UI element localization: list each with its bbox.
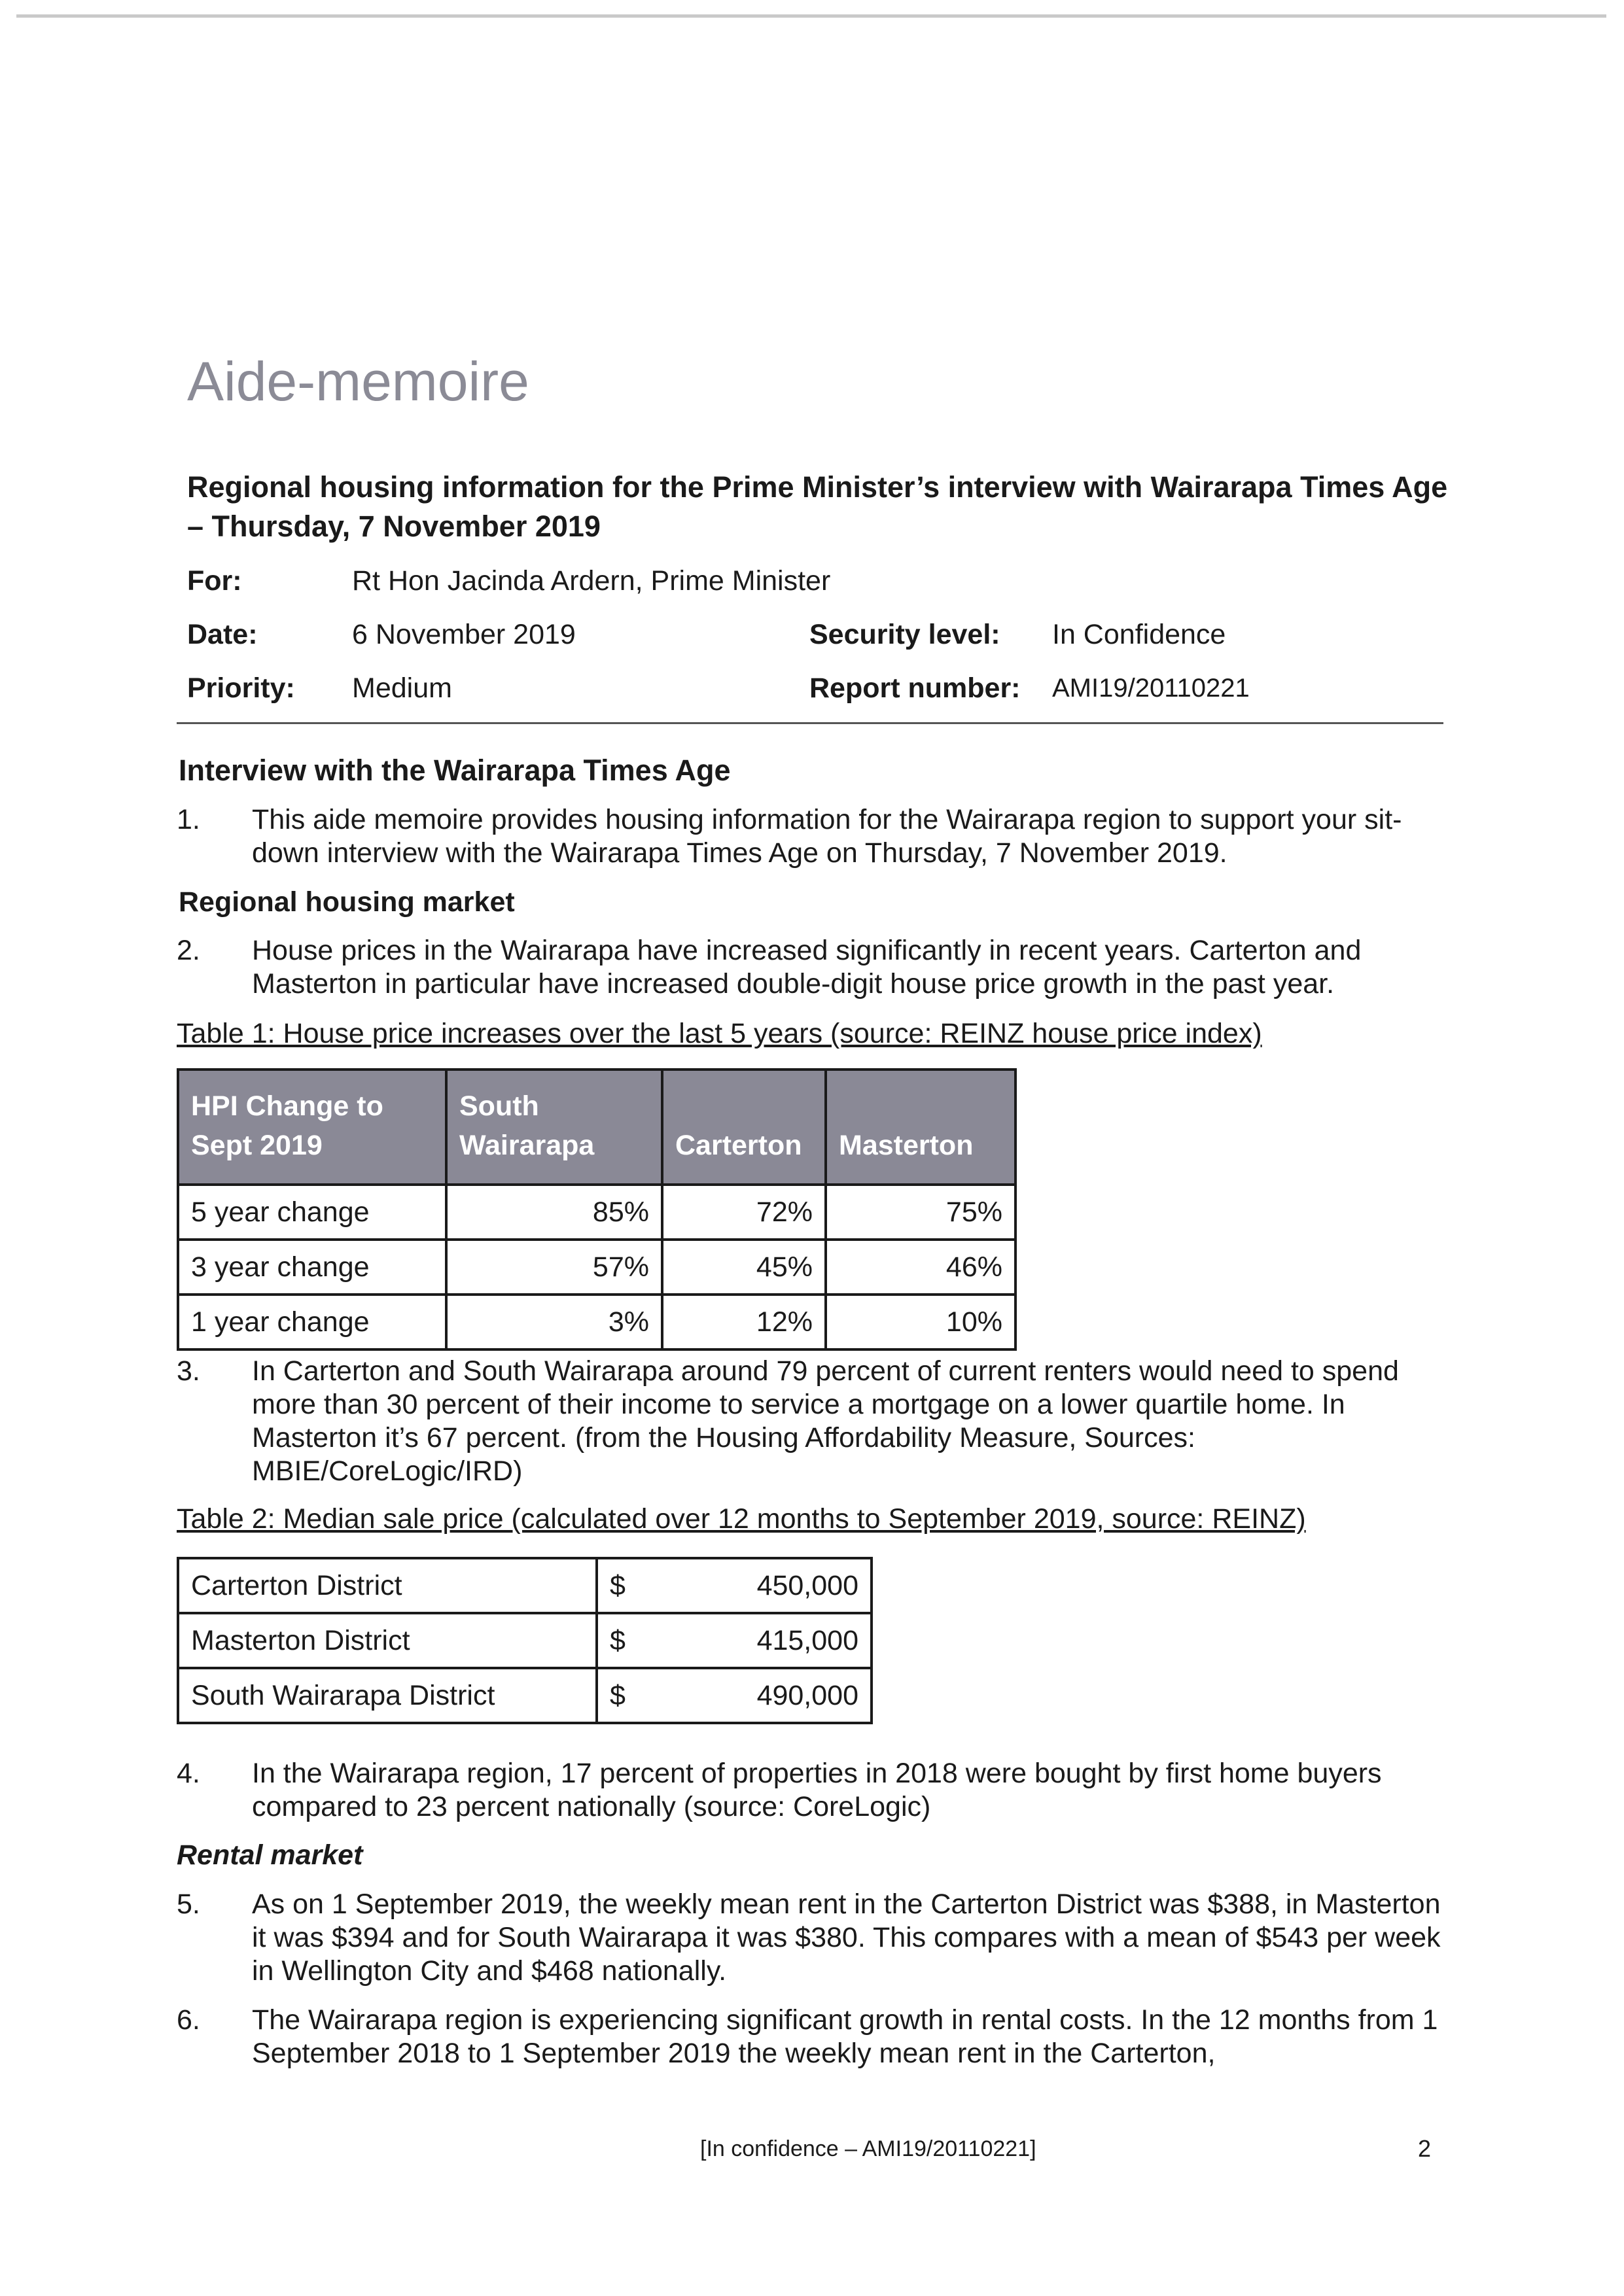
paragraph-text: House prices in the Wairarapa have increased significantly in recent years. Carterton and Masterton in particular have increased double-digit house price growth in the past year. (252, 935, 1362, 1000)
table-header-cell: Masterton (826, 1070, 1015, 1185)
priority-value: Medium (352, 672, 452, 704)
for-value: Rt Hon Jacinda Ardern, Prime Minister (352, 565, 831, 597)
scan-top-edge (16, 14, 1606, 18)
table-row (178, 1240, 1015, 1295)
table-cell: $ (597, 1558, 626, 1613)
paragraph-number: 6. (177, 2004, 200, 2036)
median-sale-price-table (177, 1557, 873, 1724)
section-heading-rental-market: Rental market (177, 1839, 363, 1871)
table-1-caption: Table 1: House price increases over the last 5 years (source: REINZ house price index) (177, 1018, 1262, 1049)
table-cell: 3 year change (178, 1240, 446, 1295)
paragraph-6 (177, 2004, 1453, 2070)
page-number: 2 (1418, 2135, 1432, 2162)
report-number-value: AMI19/20110221 (1052, 674, 1250, 703)
paragraph-number: 3. (177, 1355, 200, 1387)
table-header-cell: Carterton (662, 1070, 826, 1185)
for-label: For: (187, 565, 242, 597)
paragraph-number: 4. (177, 1758, 200, 1789)
table-cell: 450,000 (626, 1558, 872, 1613)
paragraph-number: 1. (177, 804, 200, 835)
paragraph-text: In the Wairarapa region, 17 percent of properties in 2018 were bought by first home buyers compared to 23 percent nationally (source: CoreLogic) (252, 1758, 1382, 1822)
paragraph-3 (177, 1355, 1453, 1489)
house-price-table (177, 1068, 1017, 1351)
table-cell: 85% (446, 1185, 662, 1240)
table-row (178, 1185, 1015, 1240)
security-level-label: Security level: (809, 619, 1000, 650)
page-footer: [In confidence – AMI19/20110221] (700, 2136, 1036, 2161)
paragraph-1 (177, 803, 1453, 870)
table-row (178, 1613, 872, 1668)
table-row (178, 1295, 1015, 1349)
table-cell: 75% (826, 1185, 1015, 1240)
section-heading-interview: Interview with the Wairarapa Times Age (179, 754, 731, 787)
table-header-cell: HPI Change to Sept 2019 (178, 1070, 446, 1185)
date-label: Date: (187, 619, 258, 650)
paragraph-text: This aide memoire provides housing information for the Wairarapa region to support your sit-down interview with the Wairarapa Times Age on Thursday, 7 November 2019. (252, 804, 1402, 869)
table-row (178, 1558, 872, 1613)
table-cell: Masterton District (178, 1613, 597, 1668)
section-heading-housing-market: Regional housing market (179, 886, 515, 918)
table-cell: 415,000 (626, 1613, 872, 1668)
table-cell: 45% (662, 1240, 826, 1295)
paragraph-5 (177, 1888, 1453, 1988)
table-header-cell: South Wairarapa (446, 1070, 662, 1185)
table-header-row (178, 1070, 1015, 1185)
table-cell: 490,000 (626, 1668, 872, 1723)
security-level-value: In Confidence (1052, 619, 1226, 650)
paragraph-2 (177, 934, 1453, 1001)
table-cell: 3% (446, 1295, 662, 1349)
table-cell: 5 year change (178, 1185, 446, 1240)
paragraph-number: 5. (177, 1888, 200, 1920)
table-cell: Carterton District (178, 1558, 597, 1613)
table-cell: 72% (662, 1185, 826, 1240)
table-cell: 46% (826, 1240, 1015, 1295)
report-number-label: Report number: (809, 672, 1021, 704)
header-divider (177, 722, 1443, 724)
paragraph-number: 2. (177, 935, 200, 966)
table-cell: 12% (662, 1295, 826, 1349)
priority-label: Priority: (187, 672, 295, 704)
document-title: Aide-memoire (187, 351, 529, 412)
date-value: 6 November 2019 (352, 619, 576, 650)
paragraph-text: The Wairarapa region is experiencing significant growth in rental costs. In the 12 months from 1 September 2018 to 1 September 2019 the weekly mean rent in the Carterton, (252, 2004, 1438, 2069)
paragraph-4 (177, 1757, 1453, 1824)
table-cell: $ (597, 1668, 626, 1723)
table-cell: 10% (826, 1295, 1015, 1349)
document-subtitle: Regional housing information for the Prime Minister’s interview with Wairarapa Times Age – Thursday, 7 November 2019 (187, 470, 1448, 543)
table-cell: 57% (446, 1240, 662, 1295)
table-cell: $ (597, 1613, 626, 1668)
table-row (178, 1668, 872, 1723)
paragraph-text: As on 1 September 2019, the weekly mean rent in the Carterton District was $388, in Masterton it was $394 and for South Wairarapa it was $380. This compares with a mean of $543 per week in Wellington City and $468 nationally. (252, 1888, 1441, 1987)
table-2-caption: Table 2: Median sale price (calculated over 12 months to September 2019, source: REINZ) (177, 1503, 1306, 1535)
table-cell: 1 year change (178, 1295, 446, 1349)
paragraph-text: In Carterton and South Wairarapa around 79 percent of current renters would need to spend more than 30 percent of their income to service a mortgage on a lower quartile home. In Masterton it’s 67 percent. (from the Housing Affordability Measure, Sources: MBIE/CoreLogic/IRD) (252, 1355, 1399, 1487)
table-cell: South Wairarapa District (178, 1668, 597, 1723)
